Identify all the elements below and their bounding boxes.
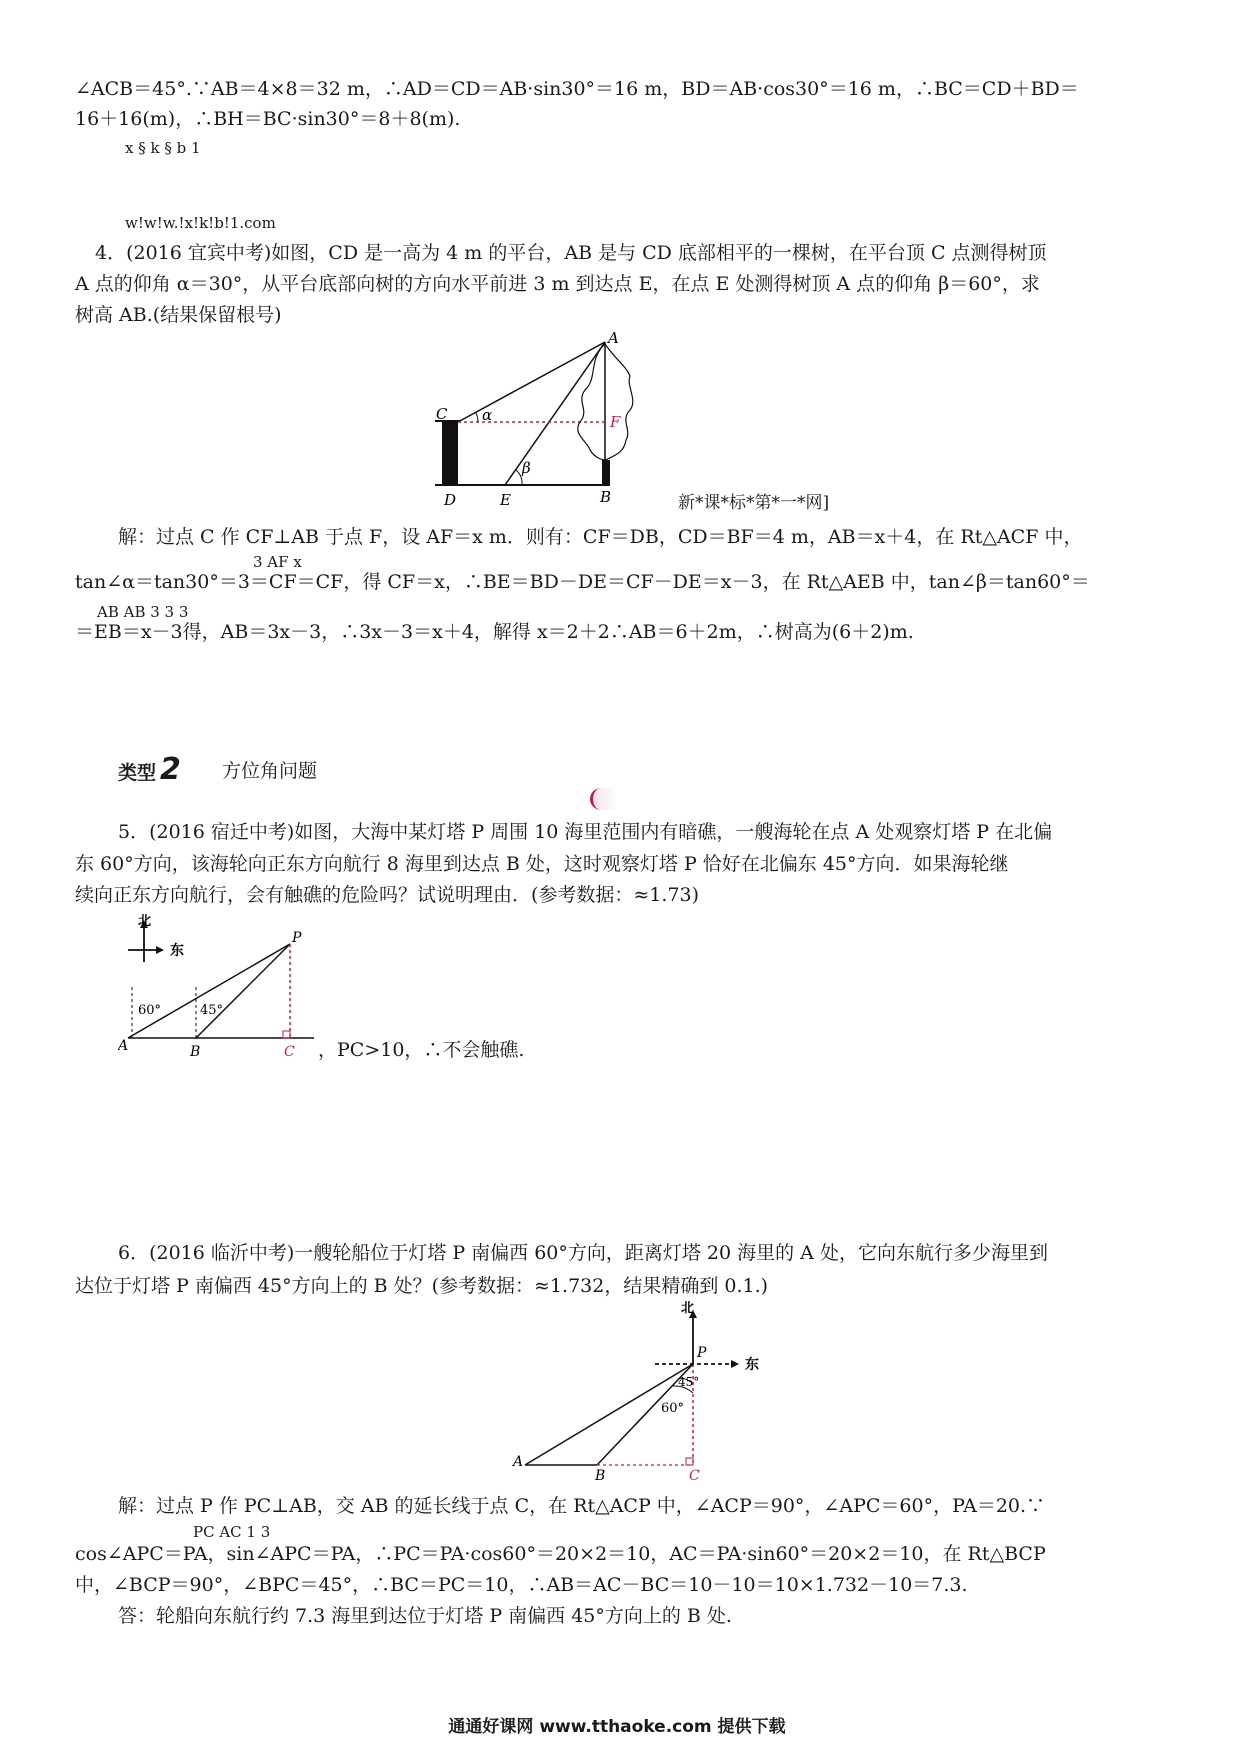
east-label: 东 [170, 943, 184, 959]
problem-4-line-3: 树高 AB.(结果保留根号) [75, 304, 282, 326]
label-beta: β [522, 459, 531, 477]
angle-45: 45° [678, 1375, 700, 1389]
label-c: C [284, 1044, 295, 1060]
solution-6-line-1: 解：过点 P 作 PC⊥AB，交 AB 的延长线于点 C，在 Rt△ACP 中，∠ACP＝90°，∠APC＝60°，PA＝20.∵ [118, 1495, 1046, 1517]
label-d: D [444, 491, 457, 509]
line-ea [505, 342, 605, 485]
problem-4-line-2: A 点的仰角 α＝30°，从平台底部向树的方向水平前进 3 m 到达点 E，在点 E 处测得树顶 A 点的仰角 β＝60°，求 [75, 273, 1040, 295]
label-c: C [436, 405, 448, 423]
angle-45: 45° [200, 1003, 224, 1018]
prev-solution-line-1: ∠ACB＝45°.∵AB＝4×8＝32 m，∴AD＝CD＝AB·sin30°＝16 m，BD＝AB·cos30°＝16 m，∴BC＝CD＋BD＝ [75, 78, 1079, 100]
label-a: A [608, 330, 619, 347]
figure-6-lighthouse [505, 1300, 775, 1480]
east-label: 东 [745, 1357, 759, 1373]
label-f: F [610, 413, 621, 431]
platform-cd [442, 422, 458, 484]
solution-4-line-3: ＝EB＝x－3得，AB＝3x－3，∴3x－3＝x＋4，解得 x＝2＋2∴AB＝6＋2m，∴树高为(6＋2)m. [75, 621, 914, 643]
label-b: B [190, 1044, 201, 1060]
watermark-url: w!w!w.!x!k!b!1.com [125, 214, 276, 232]
label-p: P [697, 1345, 707, 1361]
solution-4-fraction-top-2: AB AB 3 3 3 [97, 603, 189, 621]
problem-4-line-1: 4．(2016 宜宾中考)如图，CD 是一高为 4 m 的平台，AB 是与 CD 底部相平的一棵树，在平台顶 C 点测得树顶 [95, 242, 1047, 264]
label-e: E [500, 491, 511, 509]
label-b: B [595, 1468, 606, 1480]
problem-6-line-2: 达位于灯塔 P 南偏西 45°方向上的 B 处？(参考数据：≈1.732，结果精确到 0.1.) [75, 1275, 769, 1297]
label-b: B [600, 488, 612, 506]
north-label: 北 [681, 1301, 695, 1316]
solution-4-fraction-top-1: 3 AF x [253, 553, 302, 571]
prev-solution-line-2: 16＋16(m)，∴BH＝BC·sin30°＝8＋8(m). [75, 108, 461, 130]
problem-5-line-1: 5．(2016 宿迁中考)如图，大海中某灯塔 P 周围 10 海里范围内有暗礁，一艘海轮在点 A 处观察灯塔 P 在北偏 [118, 821, 1053, 843]
type-label: 类型 [118, 762, 157, 784]
watermark-text: x § k § b 1 [125, 139, 201, 157]
angle-60: 60° [138, 1003, 162, 1018]
north-label: 北 [138, 914, 152, 929]
label-a: A [118, 1038, 129, 1054]
solution-6-fraction-top: PC AC 1 3 [193, 1523, 271, 1541]
label-c: C [689, 1468, 700, 1480]
figure-4-tree-platform [430, 330, 670, 510]
problem-5-line-3: 续向正东方向航行，会有触礁的危险吗？试说明理由．(参考数据：≈1.73) [75, 884, 700, 906]
solution-4-line-1: 解：过点 C 作 CF⊥AB 于点 F，设 AF＝x m．则有：CF＝DB，CD＝BF＝4 m，AB＝x＋4，在 Rt△ACF 中， [118, 526, 1083, 548]
type-2-heading [118, 752, 181, 787]
solution-6-line-2: cos∠APC＝PA，sin∠APC＝PA，∴PC＝PA·cos60°＝20×2＝10，AC＝PA·sin60°＝20×2＝10，在 Rt△BCP [75, 1543, 1046, 1565]
problem-6-line-1: 6．(2016 临沂中考)一艘轮船位于灯塔 P 南偏西 60°方向，距离灯塔 20 海里的 A 处，它向东航行多少海里到 [118, 1242, 1048, 1264]
label-p: P [292, 930, 302, 946]
label-a: A [513, 1454, 524, 1470]
solution-5: ，PC>10，∴不会触礁. [318, 1039, 525, 1061]
problem-5-line-2: 东 60°方向，该海轮向正东方向航行 8 海里到达点 B 处，这时观察灯塔 P 恰好在北偏东 45°方向．如果海轮继 [75, 853, 1009, 875]
line-ap [128, 944, 290, 1038]
type-2-title: 方位角问题 [222, 760, 318, 782]
training-badge [590, 788, 615, 810]
solution-4-line-2: tan∠α＝tan30°＝3＝CF＝CF，得 CF＝x，∴BE＝BD－DE＝CF－DE＝x－3，在 Rt△AEB 中，tan∠β＝tan60°＝ [75, 571, 1090, 593]
type-number: 2 [160, 752, 181, 787]
line-ca [458, 342, 605, 422]
watermark-xinkebiao: 新*课*标*第*一*网] [678, 493, 830, 513]
page-footer: 通通好课网 www.tthaoke.com 提供下载 [448, 1717, 786, 1737]
label-alpha: α [482, 406, 493, 424]
solution-6-answer: 答：轮船向东航行约 7.3 海里到达位于灯塔 P 南偏西 45°方向上的 B 处. [118, 1605, 732, 1627]
angle-60: 60° [661, 1401, 685, 1416]
solution-6-line-3: 中，∠BCP＝90°，∠BPC＝45°，∴BC＝PC＝10，∴AB＝AC－BC＝10－10＝10×1.732－10＝7.3. [75, 1574, 968, 1596]
figure-5-lighthouse [118, 910, 318, 1060]
